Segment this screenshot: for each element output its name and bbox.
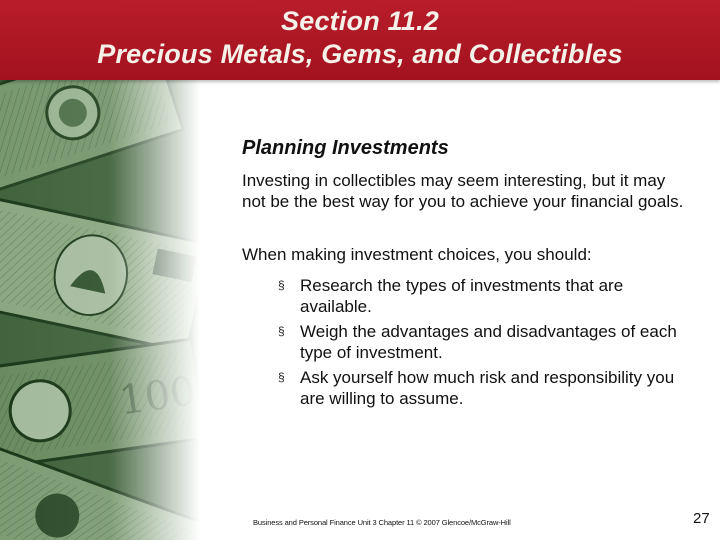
footer-text: Business and Personal Finance Unit 3 Chapter 11 © 2007 Glencoe/McGraw-Hill (253, 518, 511, 527)
section-heading: Planning Investments (242, 137, 449, 159)
bullet-item (278, 367, 698, 409)
bullet-text: Ask yourself how much risk and responsibility you are willing to assume. (300, 368, 675, 408)
bullet-item (278, 321, 698, 363)
paragraph-1: Investing in collectibles may seem interesting, but it may not be the best way for you to achieve your financial goals. (242, 171, 684, 211)
bullet-text: Weigh the advantages and disadvantages of each type of investment. (300, 322, 677, 362)
bullet-item (278, 275, 698, 317)
bullet-marker: § (278, 278, 285, 292)
slide-title-line-2: Precious Metals, Gems, and Collectibles (97, 39, 623, 69)
page-number: 27 (693, 510, 710, 527)
dollar-bills-image (0, 78, 200, 540)
bullet-marker: § (278, 370, 285, 384)
paragraph-2: When making investment choices, you should: (242, 245, 592, 264)
slide-title-line-1: Section 11.2 (281, 6, 439, 36)
bullet-list (278, 275, 698, 413)
bullet-marker: § (278, 324, 285, 338)
title-bar (0, 0, 720, 80)
bullet-text: Research the types of investments that are available. (300, 276, 624, 316)
